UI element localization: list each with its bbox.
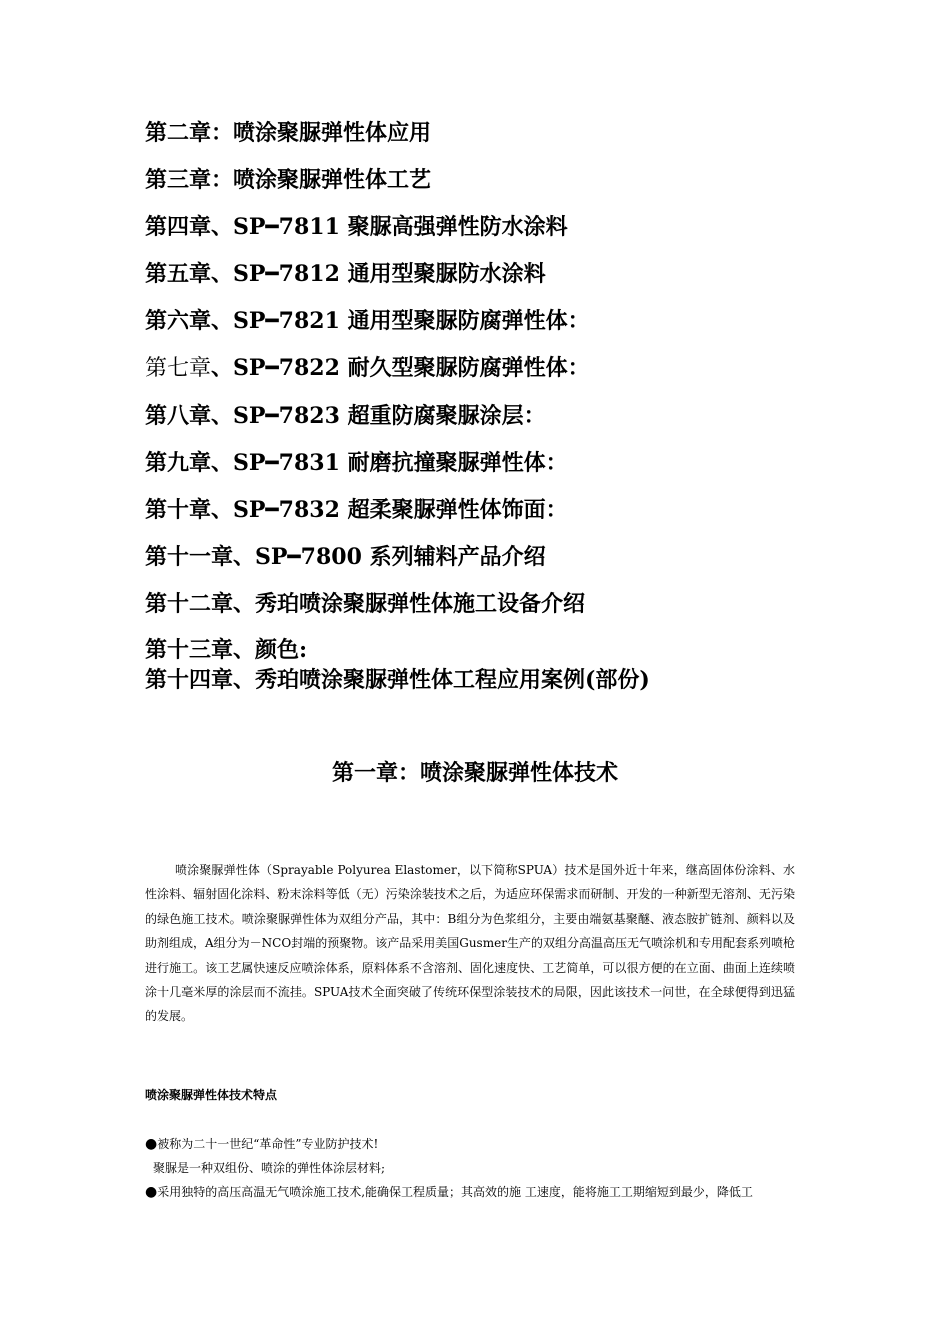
list-item xyxy=(145,1156,805,1180)
bullet-icon: ● xyxy=(145,1184,158,1200)
toc-chapter-11: 第十一章、SP━7800 系列辅料产品介绍 xyxy=(145,544,546,570)
intro-paragraph: 喷涂聚脲弹性体（Sprayable Polyurea Elastomer，以下简称SPUA）技术是国外近十年来，继高固体份涂料、水性涂料、辐射固化涂料、粉末涂料等低（无）污染涂装技术之后，为适应环保需求而研制、开发的一种新型无溶剂、无污染的绿色施工技术。喷涂聚脲弹性体为双组分产品，其中：B组分为色浆组分，主要由端氨基聚醚、液态胺扩链剂、颜料以及助剂组成，A组分为－NCO封端的预聚物。该产品采用美国Gusmer生产的双组分高温高压无气喷涂机和专用配套系列喷枪进行施工。该工艺属快速反应喷涂体系，原料体系不含溶剂、固化速度快、工艺简单，可以很方便的在立面、曲面上连续喷涂十几毫米厚的涂层而不流挂。SPUA技术全面突破了传统环保型涂装技术的局限，因此该技术一问世，在全球便得到迅猛的发展。 xyxy=(145,863,795,1024)
list-item xyxy=(145,1132,805,1156)
toc-chapter-7-title: 、SP━7822 耐久型聚脲防腐弹性体： xyxy=(211,355,590,381)
toc-chapter-5: 第五章、SP━7812 通用型聚脲防水涂料 xyxy=(145,261,546,287)
toc-chapter-14: 第十四章、秀珀喷涂聚脲弹性体工程应用案例(部份) xyxy=(145,667,650,693)
bullet-icon: ● xyxy=(145,1136,158,1152)
bullet-text: 采用独特的高压高温无气喷涂施工技术,能确保工程质量；其高效的施 工速度，能将施工工期缩短到最少，降低工 xyxy=(157,1185,753,1199)
features-heading: 喷涂聚脲弹性体技术特点 xyxy=(145,1088,278,1102)
toc-chapter-10: 第十章、SP━7832 超柔聚脲弹性体饰面： xyxy=(145,497,568,523)
bullet-text: 聚脲是一种双组份、喷涂的弹性体涂层材料; xyxy=(153,1161,386,1175)
toc-chapter-8: 第八章、SP━7823 超重防腐聚脲涂层： xyxy=(145,403,546,429)
toc-chapter-3: 第三章：喷涂聚脲弹性体工艺 xyxy=(145,167,432,193)
toc-chapter-7 xyxy=(145,353,650,384)
table-of-contents xyxy=(145,118,650,695)
bullet-text: 被称为二十一世纪“革命性”专业防护技术! xyxy=(157,1137,379,1151)
toc-chapter-13: 第十三章、颜色: xyxy=(145,637,308,663)
toc-chapter-2: 第二章：喷涂聚脲弹性体应用 xyxy=(145,120,432,146)
toc-chapter-4: 第四章、SP━7811 聚脲高强弹性防水涂料 xyxy=(145,214,568,240)
list-item xyxy=(145,1180,805,1204)
features-list xyxy=(145,1132,805,1204)
toc-chapter-6: 第六章、SP━7821 通用型聚脲防腐弹性体： xyxy=(145,308,590,334)
toc-chapter-9: 第九章、SP━7831 耐磨抗撞聚脲弹性体： xyxy=(145,450,568,476)
toc-chapter-7-prefix: 第七章 xyxy=(145,356,212,381)
toc-chapter-12: 第十二章、秀珀喷涂聚脲弹性体施工设备介绍 xyxy=(145,591,586,617)
chapter-1-title: 第一章：喷涂聚脲弹性体技术 xyxy=(331,760,618,786)
